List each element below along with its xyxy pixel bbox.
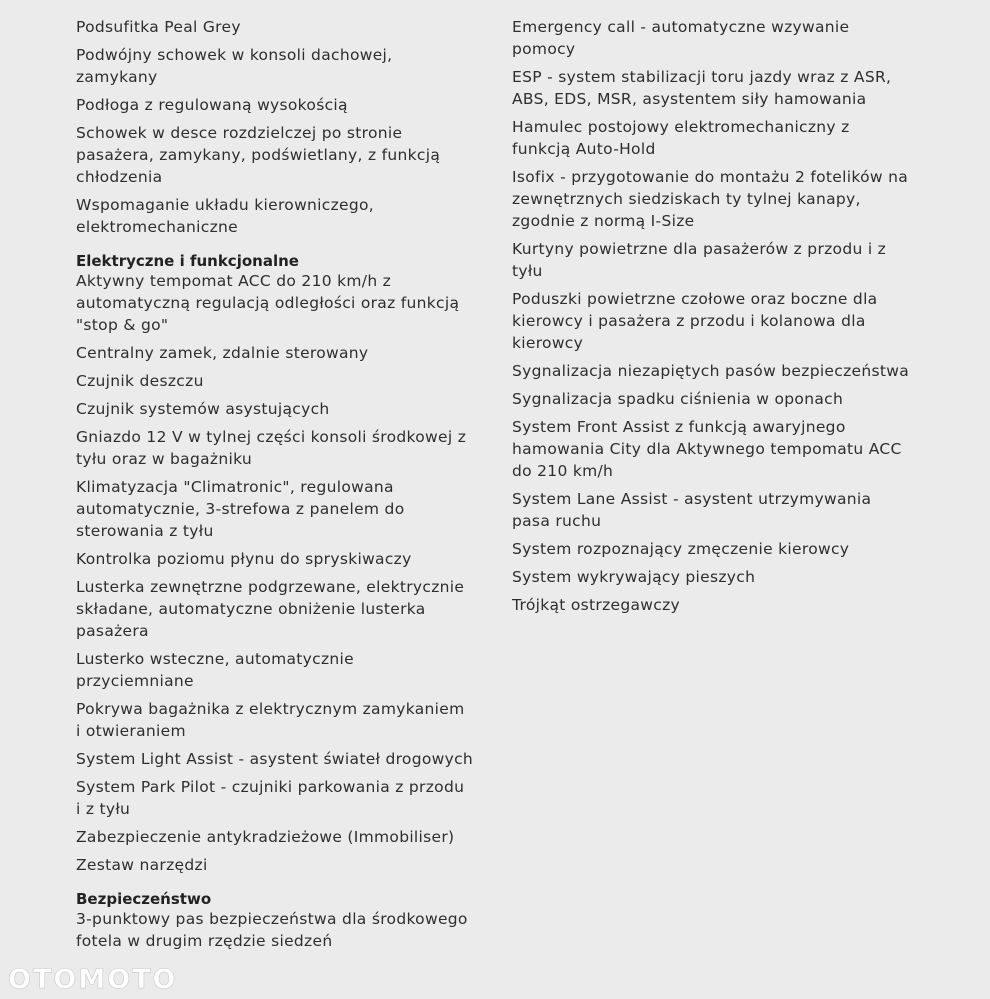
list-item: Podsufitka Peal Grey	[76, 18, 241, 36]
equipment-list-interior	[76, 16, 474, 238]
list-item: Wspomaganie układu kierowniczego, elektromechaniczne	[76, 196, 375, 236]
section-electric-functional	[76, 252, 474, 876]
list-item: Podwójny schowek w konsoli dachowej, zamykany	[76, 46, 393, 86]
list-item: System Park Pilot - czujniki parkowania z przodu i z tyłu	[76, 778, 465, 818]
list-item: System rozpoznający zmęczenie kierowcy	[512, 540, 850, 558]
list-item: Zabezpieczenie antykradzieżowe (Immobiliser)	[76, 828, 455, 846]
list-item: Centralny zamek, zdalnie sterowany	[76, 344, 369, 362]
list-item: Aktywny tempomat ACC do 210 km/h z automatyczną regulacją odległości oraz funkcją "stop & go"	[76, 272, 460, 334]
list-item: ESP - system stabilizacji toru jazdy wraz z ASR, ABS, EDS, MSR, asystentem siły hamowania	[512, 68, 892, 108]
list-item: Schowek w desce rozdzielczej po stronie pasażera, zamykany, podświetlany, z funkcją chłodzenia	[76, 124, 441, 186]
list-item: Isofix - przygotowanie do montażu 2 fotelików na zewnętrznych siedziskach ty tylnej kanapy, zgodnie z normą I-Size	[512, 168, 908, 230]
list-item: Emergency call - automatyczne wzywanie pomocy	[512, 18, 850, 58]
list-item: Hamulec postojowy elektromechaniczny z funkcją Auto-Hold	[512, 118, 850, 158]
list-item: Czujnik deszczu	[76, 372, 204, 390]
list-item: Kontrolka poziomu płynu do spryskiwaczy	[76, 550, 412, 568]
list-item: System wykrywający pieszych	[512, 568, 756, 586]
list-item: Kurtyny powietrzne dla pasażerów z przodu i z tyłu	[512, 240, 887, 280]
list-item: Trójkąt ostrzegawczy	[512, 596, 681, 614]
list-item: System Lane Assist - asystent utrzymywania pasa ruchu	[512, 490, 872, 530]
list-item: Podłoga z regulowaną wysokością	[76, 96, 348, 114]
list-item: Zestaw narzędzi	[76, 856, 208, 874]
list-item: Sygnalizacja spadku ciśnienia w oponach	[512, 390, 844, 408]
section-heading-safety: Bezpieczeństwo	[76, 890, 212, 908]
list-item: Gniazdo 12 V w tylnej części konsoli środkowej z tyłu oraz w bagażniku	[76, 428, 467, 468]
list-item: Sygnalizacja niezapiętych pasów bezpieczeństwa	[512, 362, 910, 380]
list-item: 3-punktowy pas bezpieczeństwa dla środkowego fotela w drugim rzędzie siedzeń	[76, 910, 468, 950]
section-heading-electric: Elektryczne i funkcjonalne	[76, 252, 299, 270]
right-column	[512, 16, 912, 622]
list-item: Klimatyzacja "Climatronic", regulowana automatycznie, 3-strefowa z panelem do sterowania z tyłu	[76, 478, 405, 540]
list-item: Pokrywa bagażnika z elektrycznym zamykaniem i otwieraniem	[76, 700, 465, 740]
list-item: Lusterka zewnętrzne podgrzewane, elektrycznie składane, automatyczne obniżenie lusterka pasażera	[76, 578, 465, 640]
list-item: Czujnik systemów asystujących	[76, 400, 330, 418]
left-column	[76, 16, 474, 958]
otomoto-watermark-logo: OTOMOTO	[8, 964, 178, 995]
section-safety	[76, 890, 474, 952]
list-item: Lusterko wsteczne, automatycznie przyciemniane	[76, 650, 354, 690]
list-item: System Front Assist z funkcją awaryjnego hamowania City dla Aktywnego tempomatu ACC do 210 km/h	[512, 418, 902, 480]
list-item: System Light Assist - asystent świateł drogowych	[76, 750, 474, 768]
list-item: Poduszki powietrzne czołowe oraz boczne dla kierowcy i pasażera z przodu i kolanowa dla kierowcy	[512, 290, 878, 352]
